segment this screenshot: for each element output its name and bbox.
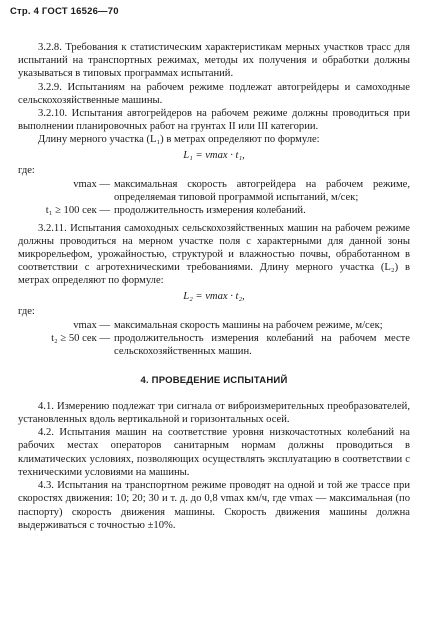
- formula-l1: L₁ = vmax · t₁,: [183, 149, 245, 161]
- definition-term: t₂ ≥ 50 сек —: [51, 333, 110, 345]
- definition-text: максимальная скорость машины на рабочем режиме, м/сек;: [114, 320, 383, 332]
- definition-t1: [18, 204, 410, 217]
- paragraph-4-3: 4.3. Испытания на транспортном режиме проводят на одной и той же трассе при скоростях движения: 10; 20; 30 и т. д. до 0,8 vmax км/ч, где vmax — максимальная (по паспорту) скорость движения машины. Скорость движения машины должна выдерживаться с точностью ±10%.: [18, 480, 410, 531]
- definition-text: продолжительность измерения колебаний на рабочем месте сельскохозяйственных машин.: [114, 333, 410, 358]
- paragraph-3-2-11: 3.2.11. Испытания самоходных сельскохозяйственных машин на рабочем режиме должны проводиться на мерном участке поля с характерными для данной зоны микрорельефом, урожайностью, структурой и влажностью почвы, обработанном в соответствии с агротехническими требованиями. Длину мерного участка (L₂) в метрах определяют по формуле:: [18, 222, 410, 287]
- definition-vmax-2: [18, 319, 410, 332]
- paragraph-length-l1: Длину мерного участка (L₁) в метрах определяют по формуле:: [38, 134, 320, 146]
- section-4-heading: 4. ПРОВЕДЕНИЕ ИСПЫТАНИЙ: [140, 374, 288, 386]
- page-body: [18, 41, 410, 532]
- paragraph-4-1: 4.1. Измерению подлежат три сигнала от виброизмерительных преобразователей, установленных вдоль вертикальной и горизонтальных осей.: [18, 400, 410, 426]
- paragraph-4-2: 4.2. Испытания машин на соответствие уровня низкочастотных колебаний на рабочих местах операторов санитарным нормам должны проводиться в климатических условиях, позволяющих осуществлять эксплуатацию в соответствии с техническими условиями на машины.: [18, 427, 410, 478]
- paragraph-3-2-10: 3.2.10. Испытания автогрейдеров на рабочем режиме должны проводиться при выполнении планировочных работ на грунтах II или III категории.: [18, 108, 410, 133]
- page-header: Стр. 4 ГОСТ 16526—70: [10, 6, 119, 17]
- formula-l2: L₂ = vmax · t₂,: [183, 290, 245, 302]
- paragraph-3-2-8: 3.2.8. Требования к статистическим характеристикам мерных участков трасс для испытаний на транспортных режимах, методы их получения и обработки должны указываться в типовых программах испытаний.: [18, 42, 410, 80]
- definition-term: vmax —: [73, 320, 110, 332]
- definition-text: продолжительность измерения колебаний.: [114, 205, 306, 217]
- where-label-1: где:: [18, 164, 35, 176]
- definition-text: максимальная скорость автогрейдера на рабочем режиме, определяемая типовой программой испытаний, м/сек;: [114, 179, 410, 204]
- paragraph-3-2-9: 3.2.9. Испытаниям на рабочем режиме подлежат автогрейдеры и самоходные сельскохозяйственные машины.: [18, 81, 410, 106]
- definition-term: t₁ ≥ 100 сек —: [45, 205, 110, 217]
- definition-t2: [18, 332, 410, 358]
- where-label-2: где:: [18, 305, 35, 317]
- definition-vmax-1: [18, 178, 410, 204]
- definition-term: vmax —: [73, 179, 110, 191]
